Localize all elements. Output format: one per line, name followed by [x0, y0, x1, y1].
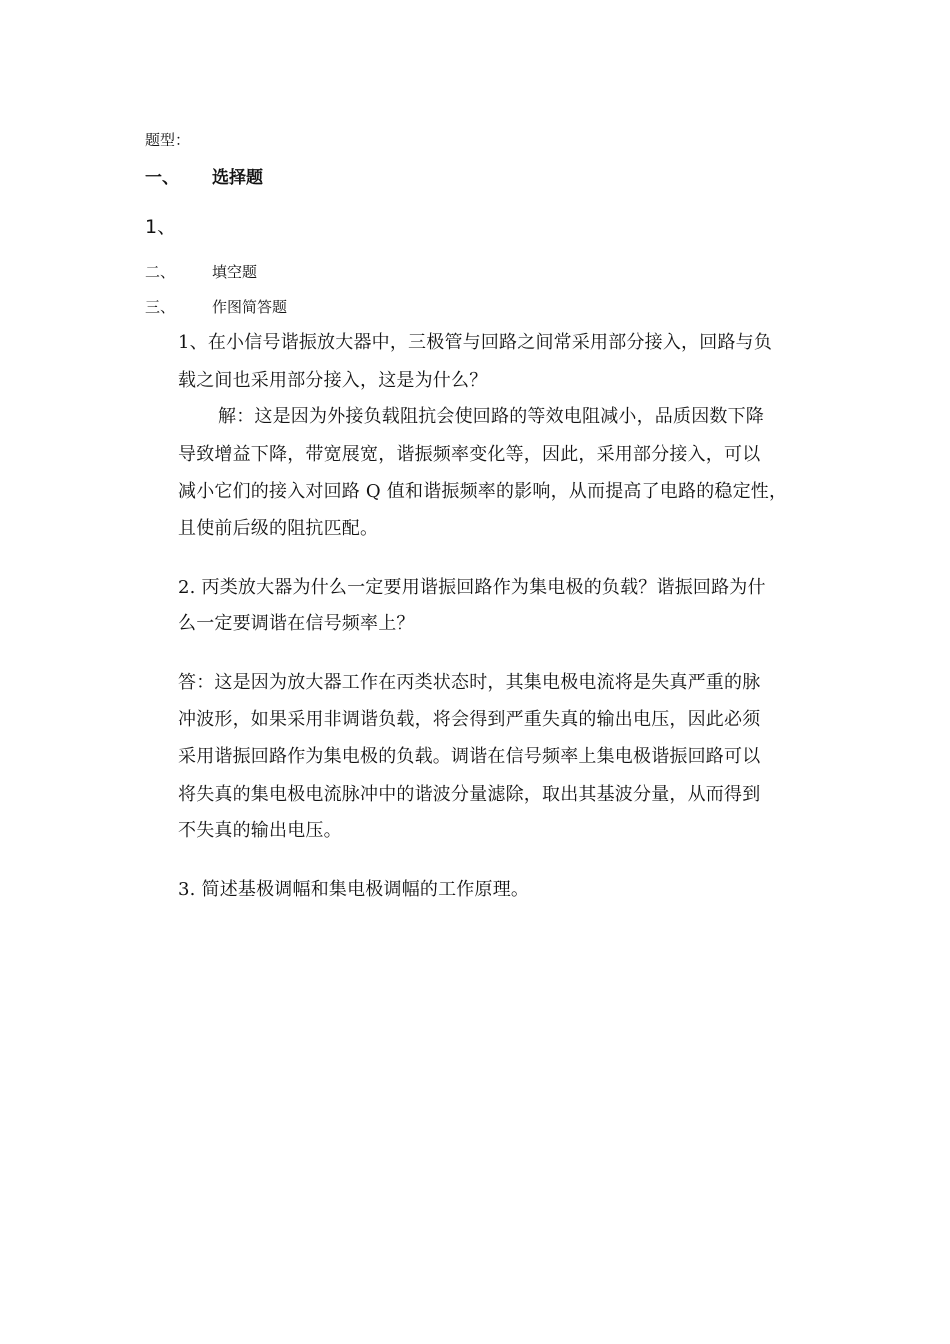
answer-1-line-2: 导致增益下降，带宽展宽，谐振频率变化等，因此，采用部分接入，可以 [178, 444, 761, 465]
choice-item-1: 1、 [145, 216, 177, 238]
question-2-line-1: 2. 丙类放大器为什么一定要用谐振回路作为集电极的负载？谐振回路为什 [178, 577, 766, 598]
section-number-1: 一、 [145, 168, 179, 188]
answer-1-line-4: 且使前后级的阻抗匹配。 [178, 518, 379, 539]
section-title-choice: 选择题 [212, 168, 263, 188]
answer-2-line-3: 采用谐振回路作为集电极的负载。调谐在信号频率上集电极谐振回路可以 [178, 746, 761, 767]
section-title-short-answer: 作图简答题 [212, 298, 288, 316]
question-3-line-1: 3. 简述基极调幅和集电极调幅的工作原理。 [178, 879, 530, 900]
section-title-fill: 填空题 [212, 263, 258, 281]
answer-2-line-1: 答：这是因为放大器工作在丙类状态时，其集电极电流将是失真严重的脉 [178, 672, 761, 693]
answer-2-line-4: 将失真的集电极电流脉冲中的谐波分量滤除，取出其基波分量，从而得到 [178, 784, 761, 805]
answer-2-line-5: 不失真的输出电压。 [178, 820, 342, 841]
answer-1-line-3: 减小它们的接入对回路 Q 值和谐振频率的影响，从而提高了电路的稳定性， [178, 481, 788, 502]
question-1-line-1: 1、在小信号谐振放大器中，三极管与回路之间常采用部分接入，回路与负 [178, 332, 773, 353]
question-2-line-2: 么一定要调谐在信号频率上？ [178, 613, 415, 634]
section-number-3: 三、 [145, 298, 176, 316]
answer-1-line-1: 解：这是因为外接负载阻抗会使回路的等效电阻减小，品质因数下降 [218, 406, 764, 427]
section-number-2: 二、 [145, 263, 176, 281]
question-1-line-2: 载之间也采用部分接入，这是为什么？ [178, 370, 488, 391]
answer-2-line-2: 冲波形，如果采用非调谐负载，将会得到严重失真的输出电压，因此必须 [178, 709, 761, 730]
question-type-label: 题型： [145, 131, 191, 149]
